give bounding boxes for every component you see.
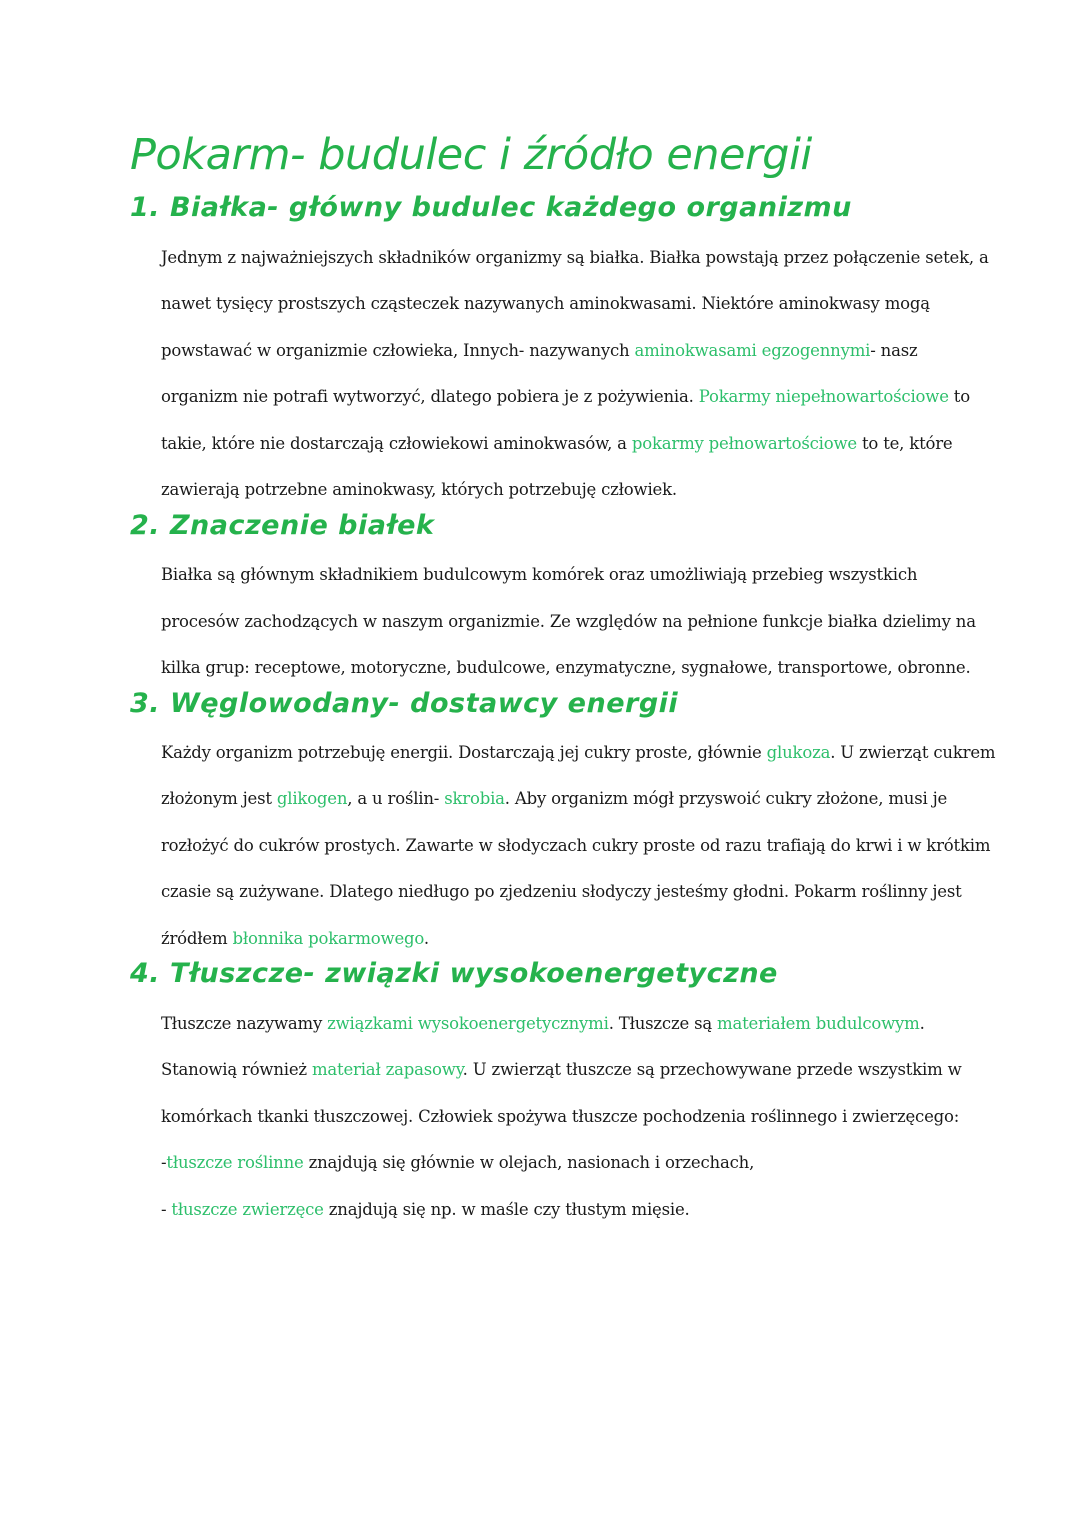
highlighted-term: związkami wysokoenergetycznymi	[327, 1014, 609, 1033]
text-segment: to te, które	[856, 434, 953, 453]
text-segment: takie, które nie dostarczają człowiekowi aminokwasów, a	[161, 434, 632, 453]
paragraph-line	[161, 294, 930, 313]
paragraph-line	[161, 882, 962, 901]
text-segment: czasie są zużywane. Dlatego niedługo po zjedzeniu słodyczy jesteśmy głodni. Pokarm roślinny jest	[161, 882, 962, 901]
paragraph-line	[161, 341, 918, 360]
text-segment: powstawać w organizmie człowieka, Innych- nazywanych	[161, 341, 635, 360]
text-segment: źródłem	[161, 929, 233, 948]
highlighted-term: tłuszcze roślinne	[166, 1153, 304, 1172]
section-heading: 1. Białka- główny budulec każdego organizmu	[130, 192, 852, 223]
text-segment: zawierają potrzebne aminokwasy, których potrzebuję człowiek.	[161, 480, 677, 499]
text-segment: - nasz	[870, 341, 918, 360]
text-segment: -	[161, 1200, 172, 1219]
paragraph-line	[161, 565, 917, 584]
text-segment: procesów zachodzących w naszym organizmie. Ze względów na pełnione funkcje białka dzielimy na	[161, 612, 976, 631]
text-segment: . Aby organizm mógł przyswoić cukry złożone, musi je	[504, 789, 948, 808]
paragraph-line	[161, 1107, 959, 1126]
paragraph-line	[161, 1200, 690, 1219]
highlighted-term: Pokarmy niepełnowartościowe	[698, 387, 949, 406]
highlighted-term: materiałem budulcowym	[717, 1014, 920, 1033]
paragraph-line	[161, 1153, 754, 1172]
paragraph-line	[161, 248, 989, 267]
text-segment: nawet tysięcy prostszych cząsteczek nazywanych aminokwasami. Niektóre aminokwasy mogą	[161, 294, 930, 313]
paragraph-line	[161, 743, 995, 762]
highlighted-term: pokarmy pełnowartościowe	[631, 434, 857, 453]
text-segment: Stanowią również	[161, 1060, 312, 1079]
text-segment: -	[161, 1153, 167, 1172]
highlighted-term: aminokwasami egzogennymi	[634, 341, 871, 360]
text-segment: rozłożyć do cukrów prostych. Zawarte w słodyczach cukry proste od razu trafiają do krwi i w krótkim	[161, 836, 991, 855]
paragraph-line	[161, 434, 953, 453]
text-segment: to	[948, 387, 970, 406]
highlighted-term: glukoza	[766, 743, 831, 762]
highlighted-term: tłuszcze zwierzęce	[171, 1200, 324, 1219]
paragraph-line	[161, 658, 971, 677]
section-heading: 3. Węglowodany- dostawcy energii	[130, 688, 679, 719]
paragraph-line	[161, 1014, 925, 1033]
paragraph-line	[161, 612, 976, 631]
highlighted-term: skrobia	[444, 789, 505, 808]
text-segment: Każdy organizm potrzebuję energii. Dostarczają jej cukry proste, głównie	[161, 743, 767, 762]
page-title: Pokarm- budulec i źródło energii	[130, 130, 812, 180]
text-segment: komórkach tkanki tłuszczowej. Człowiek spożywa tłuszcze pochodzenia roślinnego i zwierzęcego:	[161, 1107, 960, 1126]
text-segment: złożonym jest	[161, 789, 277, 808]
text-segment: znajdują się głównie w olejach, nasionach i orzechach,	[303, 1153, 755, 1172]
text-segment: .	[423, 929, 429, 948]
text-segment: Białka są głównym składnikiem budulcowym komórek oraz umożliwiają przebieg wszystkich	[161, 565, 918, 584]
paragraph-line	[161, 789, 947, 808]
text-segment: Jednym z najważniejszych składników organizmy są białka. Białka powstają przez połączenie setek, a	[161, 248, 989, 267]
text-segment: , a u roślin-	[347, 789, 445, 808]
paragraph-line	[161, 1060, 962, 1079]
text-segment: . U zwierząt cukrem	[830, 743, 996, 762]
text-segment: znajdują się np. w maśle czy tłustym mięsie.	[323, 1200, 690, 1219]
text-segment: . U zwierząt tłuszcze są przechowywane przede wszystkim w	[462, 1060, 962, 1079]
highlighted-term: glikogen	[276, 789, 348, 808]
paragraph-line	[161, 836, 990, 855]
paragraph-line	[161, 387, 970, 406]
paragraph-line	[161, 929, 429, 948]
section-heading: 2. Znaczenie białek	[130, 510, 435, 541]
text-segment: . Tłuszcze są	[608, 1014, 718, 1033]
highlighted-term: materiał zapasowy	[311, 1060, 463, 1079]
text-segment: Tłuszcze nazywamy	[161, 1014, 328, 1033]
section-heading: 4. Tłuszcze- związki wysokoenergetyczne	[130, 958, 778, 989]
highlighted-term: błonnika pokarmowego	[232, 929, 424, 948]
paragraph-line	[161, 480, 677, 499]
text-segment: kilka grup: receptowe, motoryczne, budulcowe, enzymatyczne, sygnałowe, transportowe, obronne.	[161, 658, 971, 677]
text-segment: .	[919, 1014, 925, 1033]
text-segment: organizm nie potrafi wytworzyć, dlatego pobiera je z pożywienia.	[161, 387, 699, 406]
